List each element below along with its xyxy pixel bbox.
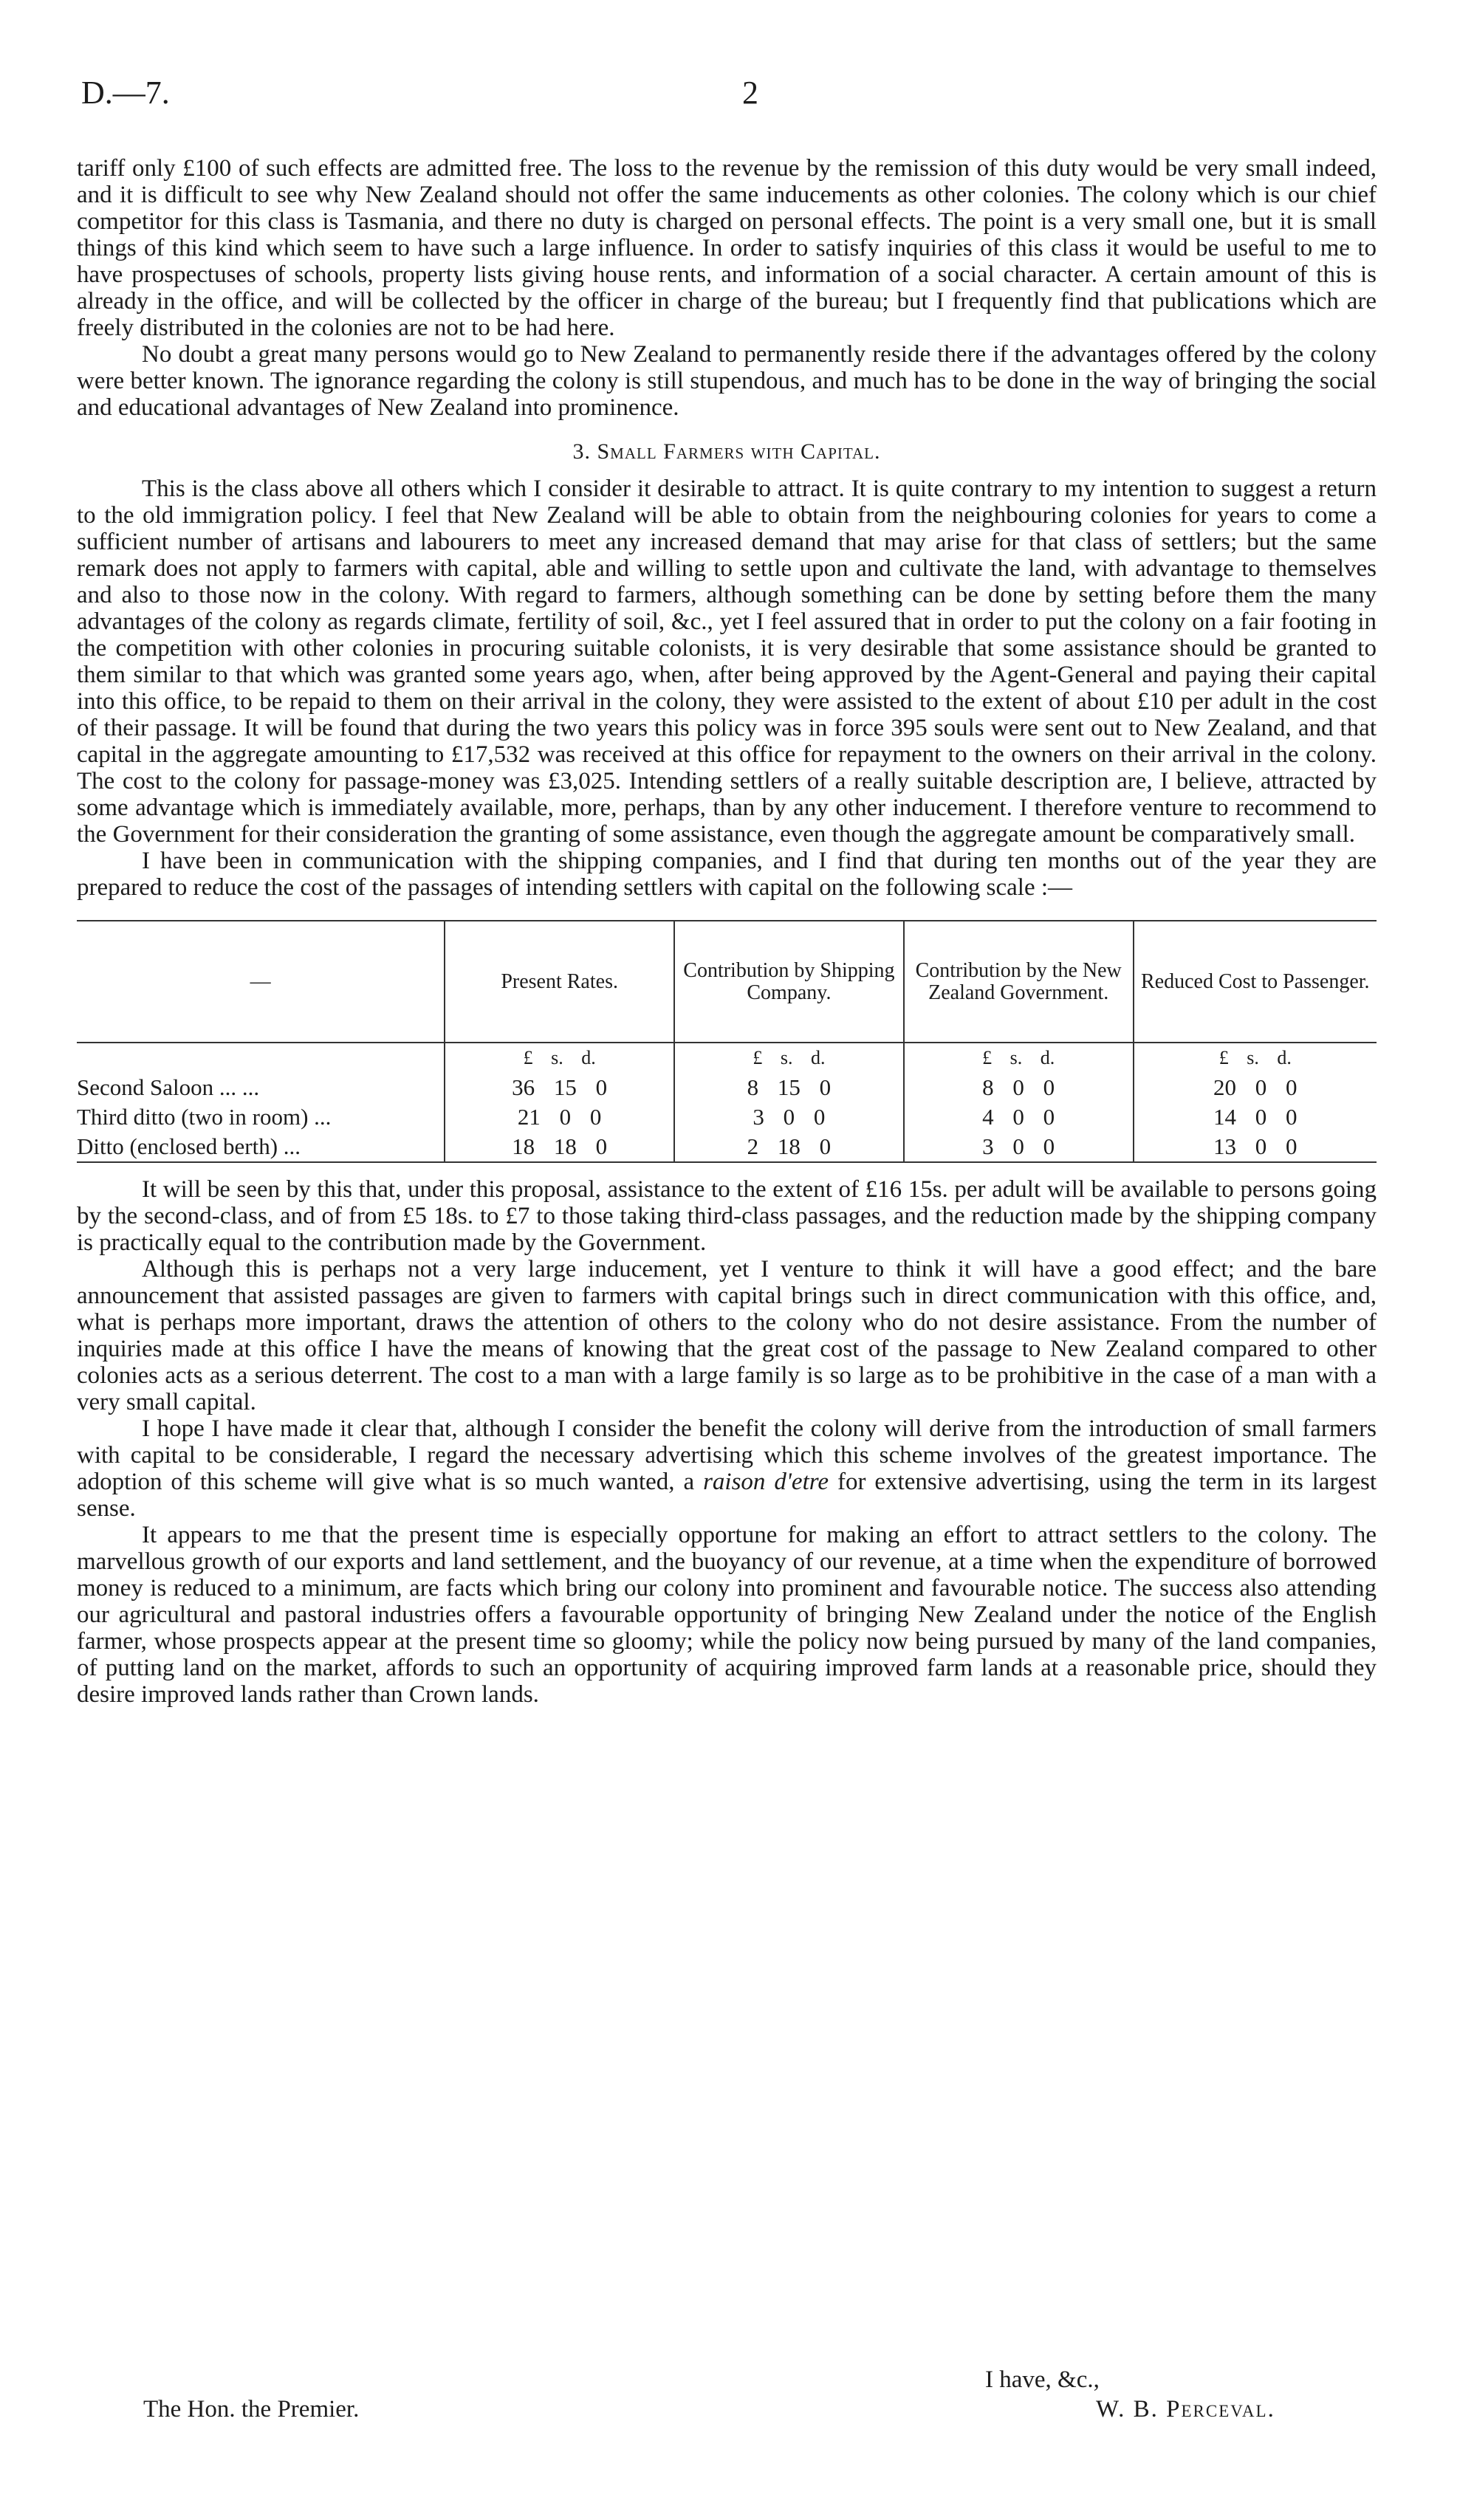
table-row-label: Second Saloon ... ... [77, 1074, 260, 1100]
table-cell: 4 0 0 [982, 1104, 1055, 1130]
passage-rates-table [77, 920, 1377, 1163]
table-cell: 3 0 0 [982, 1133, 1055, 1159]
body-text-top [77, 155, 1377, 1708]
table-units: £ s. d. [753, 1047, 826, 1068]
table-row [77, 1102, 1377, 1132]
section-heading [77, 439, 1377, 465]
signature: W. B. Perceval. [1096, 2396, 1275, 2423]
paragraph-opportune: It appears to me that the present time is especially opportune for making an effort to attract settlers to the colony. The marvellous growth of our exports and land settlement, and the buoyancy of our revenue, at a time when the expenditure of borrowed money is reduced to a minimum, are facts which bring our colony into prominent and favourable notice. The success also attending our agricultural and pastoral industries offers a favourable opportunity of bringing New Zealand under the notice of the English farmer, whose prospects appear at the present time so gloomy; while the policy now being pursued by many of the land companies, of putting land on the market, affords to such an opportunity of acquiring improved farm lands at a reasonable price, should they desire improved lands rather than Crown lands. [77, 1522, 1377, 1708]
raison-detre-phrase: raison d'etre [703, 1469, 829, 1495]
closing-greeting: I have, &c., [985, 2366, 1100, 2393]
table-units-cell [1134, 1043, 1377, 1073]
paragraph-inducement: Although this is perhaps not a very large inducement, yet I venture to think it will have a good effect; and the bare announcement that assisted passages are given to farmers with capital brings such in direct communication with this office, and, what is perhaps more important, draws the attention of others to the colony who do not desire assistance. From the number of inquiries made at this office I have the means of knowing that the great cost of the passage to New Zealand compared to other colonies acts as a serious deterrent. The cost to a man with a large family is so large as to be prohibitive in the case of a man with a very small capital. [77, 1256, 1377, 1415]
paragraph-small-farmers: This is the class above all others which I consider it desirable to attract. It is quite contrary to my intention to suggest a return to the old immigration policy. I feel that New Zealand will be able to obtain from the neighbouring colonies for years to come a sufficient number of artisans and labourers to meet any increased demand that may arise for that class of settlers; but the same remark does not apply to farmers with capital, able and willing to settle upon and cultivate the land, with advantage to themselves and also to those now in the colony. With regard to farmers, although something can be done by setting before them the many advantages of the colony as regards climate, fertility of soil, &c., yet I feel assured that in order to put the colony on a fair footing in the competition with other colonies in procuring suitable colonists, it is very desirable that some assistance should be granted to them similar to that which was granted some years ago, when, after being approved by the Agent-General and paying their capital into this office, to be repaid to them on their arrival in the colony, they were assisted to the extent of about £10 per adult in the cost of their passage. It will be found that during the two years this policy was in force 395 souls were sent out to New Zealand, and that capital in the aggregate amounting to £17,532 was received at this office for repayment to the owners on their arrival in the colony. The cost to the colony for passage-money was £3,025. Intending settlers of a really suitable description are, I believe, attracted by some advantage which is immediately available, more, perhaps, than by any other inducement. I therefore venture to recommend to the Government for their consideration the granting of some assistance, even though the aggregate amount be comparatively small. [77, 475, 1377, 848]
section-number: 3. [572, 439, 591, 464]
paragraph-shipping: I have been in communication with the shipping companies, and I find that during ten months out of the year they are prepared to reduce the cost of the passages of intending settlers with capital on the following scale :— [77, 848, 1377, 901]
table-row [77, 1132, 1377, 1162]
table-cell: 2 18 0 [747, 1133, 832, 1159]
table-header-government-contribution: Contribution by the New Zealand Government. [904, 921, 1134, 1043]
paragraph-advertising [77, 1415, 1377, 1522]
table-units: £ s. d. [1218, 1047, 1292, 1068]
table-header-row [77, 921, 1377, 1043]
document-reference: D.—7. [81, 75, 170, 111]
table-cell: 36 15 0 [512, 1074, 608, 1100]
table-header-reduced-cost: Reduced Cost to Passenger. [1134, 921, 1377, 1043]
addressee: The Hon. the Premier. [143, 2396, 360, 2423]
paragraph-assistance: It will be seen by this that, under this proposal, assistance to the extent of £16 15s. per adult will be available to persons going by the second-class, and of from £5 18s. to £7 to those taking third-class passages, and the reduction made by the shipping company is practically equal to the contribution made by the Government. [77, 1176, 1377, 1256]
table-cell: 20 0 0 [1213, 1074, 1298, 1100]
table-row [77, 1073, 1377, 1102]
table-header-blank: — [250, 969, 271, 993]
section-title: Small Farmers with Capital. [597, 439, 881, 464]
letter-closing [77, 2366, 1377, 2433]
table-units-cell [445, 1043, 674, 1073]
table-units-cell [674, 1043, 904, 1073]
table-cell: 18 18 0 [512, 1133, 608, 1159]
paragraph-advertising-end: for extensive advertising, using the term in its largest sense. [77, 1469, 1377, 1522]
paragraph-ignorance: No doubt a great many persons would go to New Zealand to permanently reside there if the advantages offered by the colony were better known. The ignorance regarding the colony is still stupendous, and much has to be done in the way of bringing the social and educational advantages of New Zealand into prominence. [77, 341, 1377, 421]
table-cell: 3 0 0 [753, 1104, 826, 1130]
table-header-shipping-contribution: Contribution by Shipping Company. [674, 921, 904, 1043]
table-units-cell [904, 1043, 1134, 1073]
page-number: 2 [742, 75, 758, 111]
table-units: £ s. d. [982, 1047, 1055, 1068]
table-cell: 21 0 0 [517, 1104, 602, 1130]
table-header-present-rates: Present Rates. [445, 921, 674, 1043]
table-units: £ s. d. [523, 1047, 596, 1068]
table-cell: 8 15 0 [747, 1074, 832, 1100]
paragraph-advertising-start: I hope I have made it clear that, although I consider the benefit the colony will derive from the introduction of small farmers with capital to be considerable, I regard the necessary advertising which this scheme involves of the greatest importance. The adoption of this scheme will give what is so much wanted, a [77, 1415, 1377, 1495]
paragraph-duty: tariff only £100 of such effects are admitted free. The loss to the revenue by the remission of this duty would be very small indeed, and it is difficult to see why New Zealand should not offer the same inducements as other colonies. The colony which is our chief competitor for this class is Tasmania, and there no duty is charged on personal effects. The point is a very small one, but it is small things of this kind which seem to have such a large influence. In order to satisfy inquiries of this class it would be useful to me to have prospectuses of schools, property lists giving house rents, and information of a social character. A certain amount of this is already in the office, and will be collected by the officer in charge of the bureau; but I frequently find that publications which are freely distributed in the colonies are not to be had here. [77, 155, 1377, 341]
table-cell: 8 0 0 [982, 1074, 1055, 1100]
table-row-label: Ditto (enclosed berth) ... [77, 1133, 301, 1159]
table-cell: 13 0 0 [1213, 1133, 1298, 1159]
table-cell: 14 0 0 [1213, 1104, 1298, 1130]
table-row-label: Third ditto (two in room) ... [77, 1104, 332, 1130]
table-units-blank [77, 1043, 445, 1073]
table-units-row [77, 1043, 1377, 1073]
